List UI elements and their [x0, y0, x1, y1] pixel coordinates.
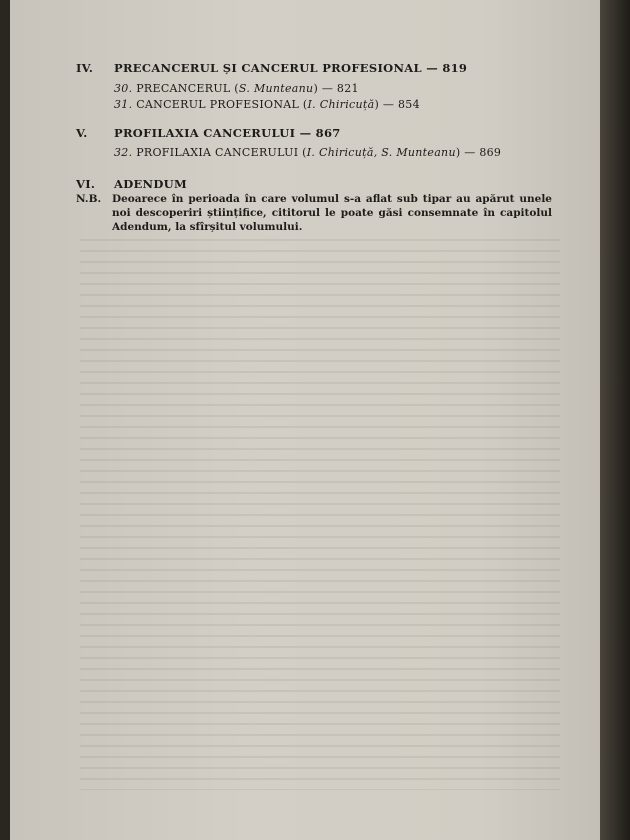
entry-title: PROFILAXIA CANCERULUI — [136, 146, 299, 159]
chapter-vi-heading — [76, 177, 187, 191]
entry-number: 32. — [114, 146, 133, 159]
note-label: N.B. — [76, 193, 102, 205]
entry-page: — 821 — [321, 82, 359, 95]
chapter-v-heading — [76, 126, 341, 140]
chapter-title: ADENDUM — [114, 177, 188, 191]
entry-number: 30. — [114, 82, 133, 95]
chapter-iv-heading — [76, 61, 467, 75]
show-through-text — [80, 230, 560, 790]
toc-entry-30: 30. PRECANCERUL (S. Munteanu) — 821 — [114, 82, 359, 95]
entry-author: I. Chiricuță — [307, 98, 375, 111]
toc-entry-32: 32. PROFILAXIA CANCERULUI (I. Chiricuță, S. Munteanu) — 869 — [114, 146, 502, 159]
entry-number: 31. — [114, 98, 133, 111]
chapter-number: VI. — [76, 177, 96, 191]
book-page — [10, 0, 600, 840]
chapter-page: — 867 — [299, 126, 341, 140]
entry-page: — 854 — [382, 98, 420, 111]
entry-page: — 869 — [464, 146, 502, 159]
note-text: Deoarece în perioada în care volumul s-a aflat sub tipar au apărut unele noi descoperiri științifice, cititorul le poate găsi consemnate în capitolul Adendum, la sfîrșitul volumului. — [112, 193, 552, 233]
entry-title: CANCERUL PROFESIONAL — [136, 98, 300, 111]
nb-note — [76, 192, 556, 234]
chapter-number: IV. — [76, 61, 94, 75]
chapter-title: PROFILAXIA CANCERULUI — [114, 126, 296, 140]
toc-entry-31: 31. CANCERUL PROFESIONAL (I. Chiricuță) — 854 — [114, 98, 420, 111]
chapter-number: V. — [76, 126, 88, 140]
entry-author: S. Munteanu — [238, 82, 314, 95]
entry-author: I. Chiricuță, S. Munteanu — [306, 146, 456, 159]
entry-title: PRECANCERUL — [136, 82, 231, 95]
book-binding-shadow — [600, 0, 630, 840]
chapter-title: PRECANCERUL ȘI CANCERUL PROFESIONAL — [114, 61, 422, 75]
chapter-page: — 819 — [426, 61, 468, 75]
